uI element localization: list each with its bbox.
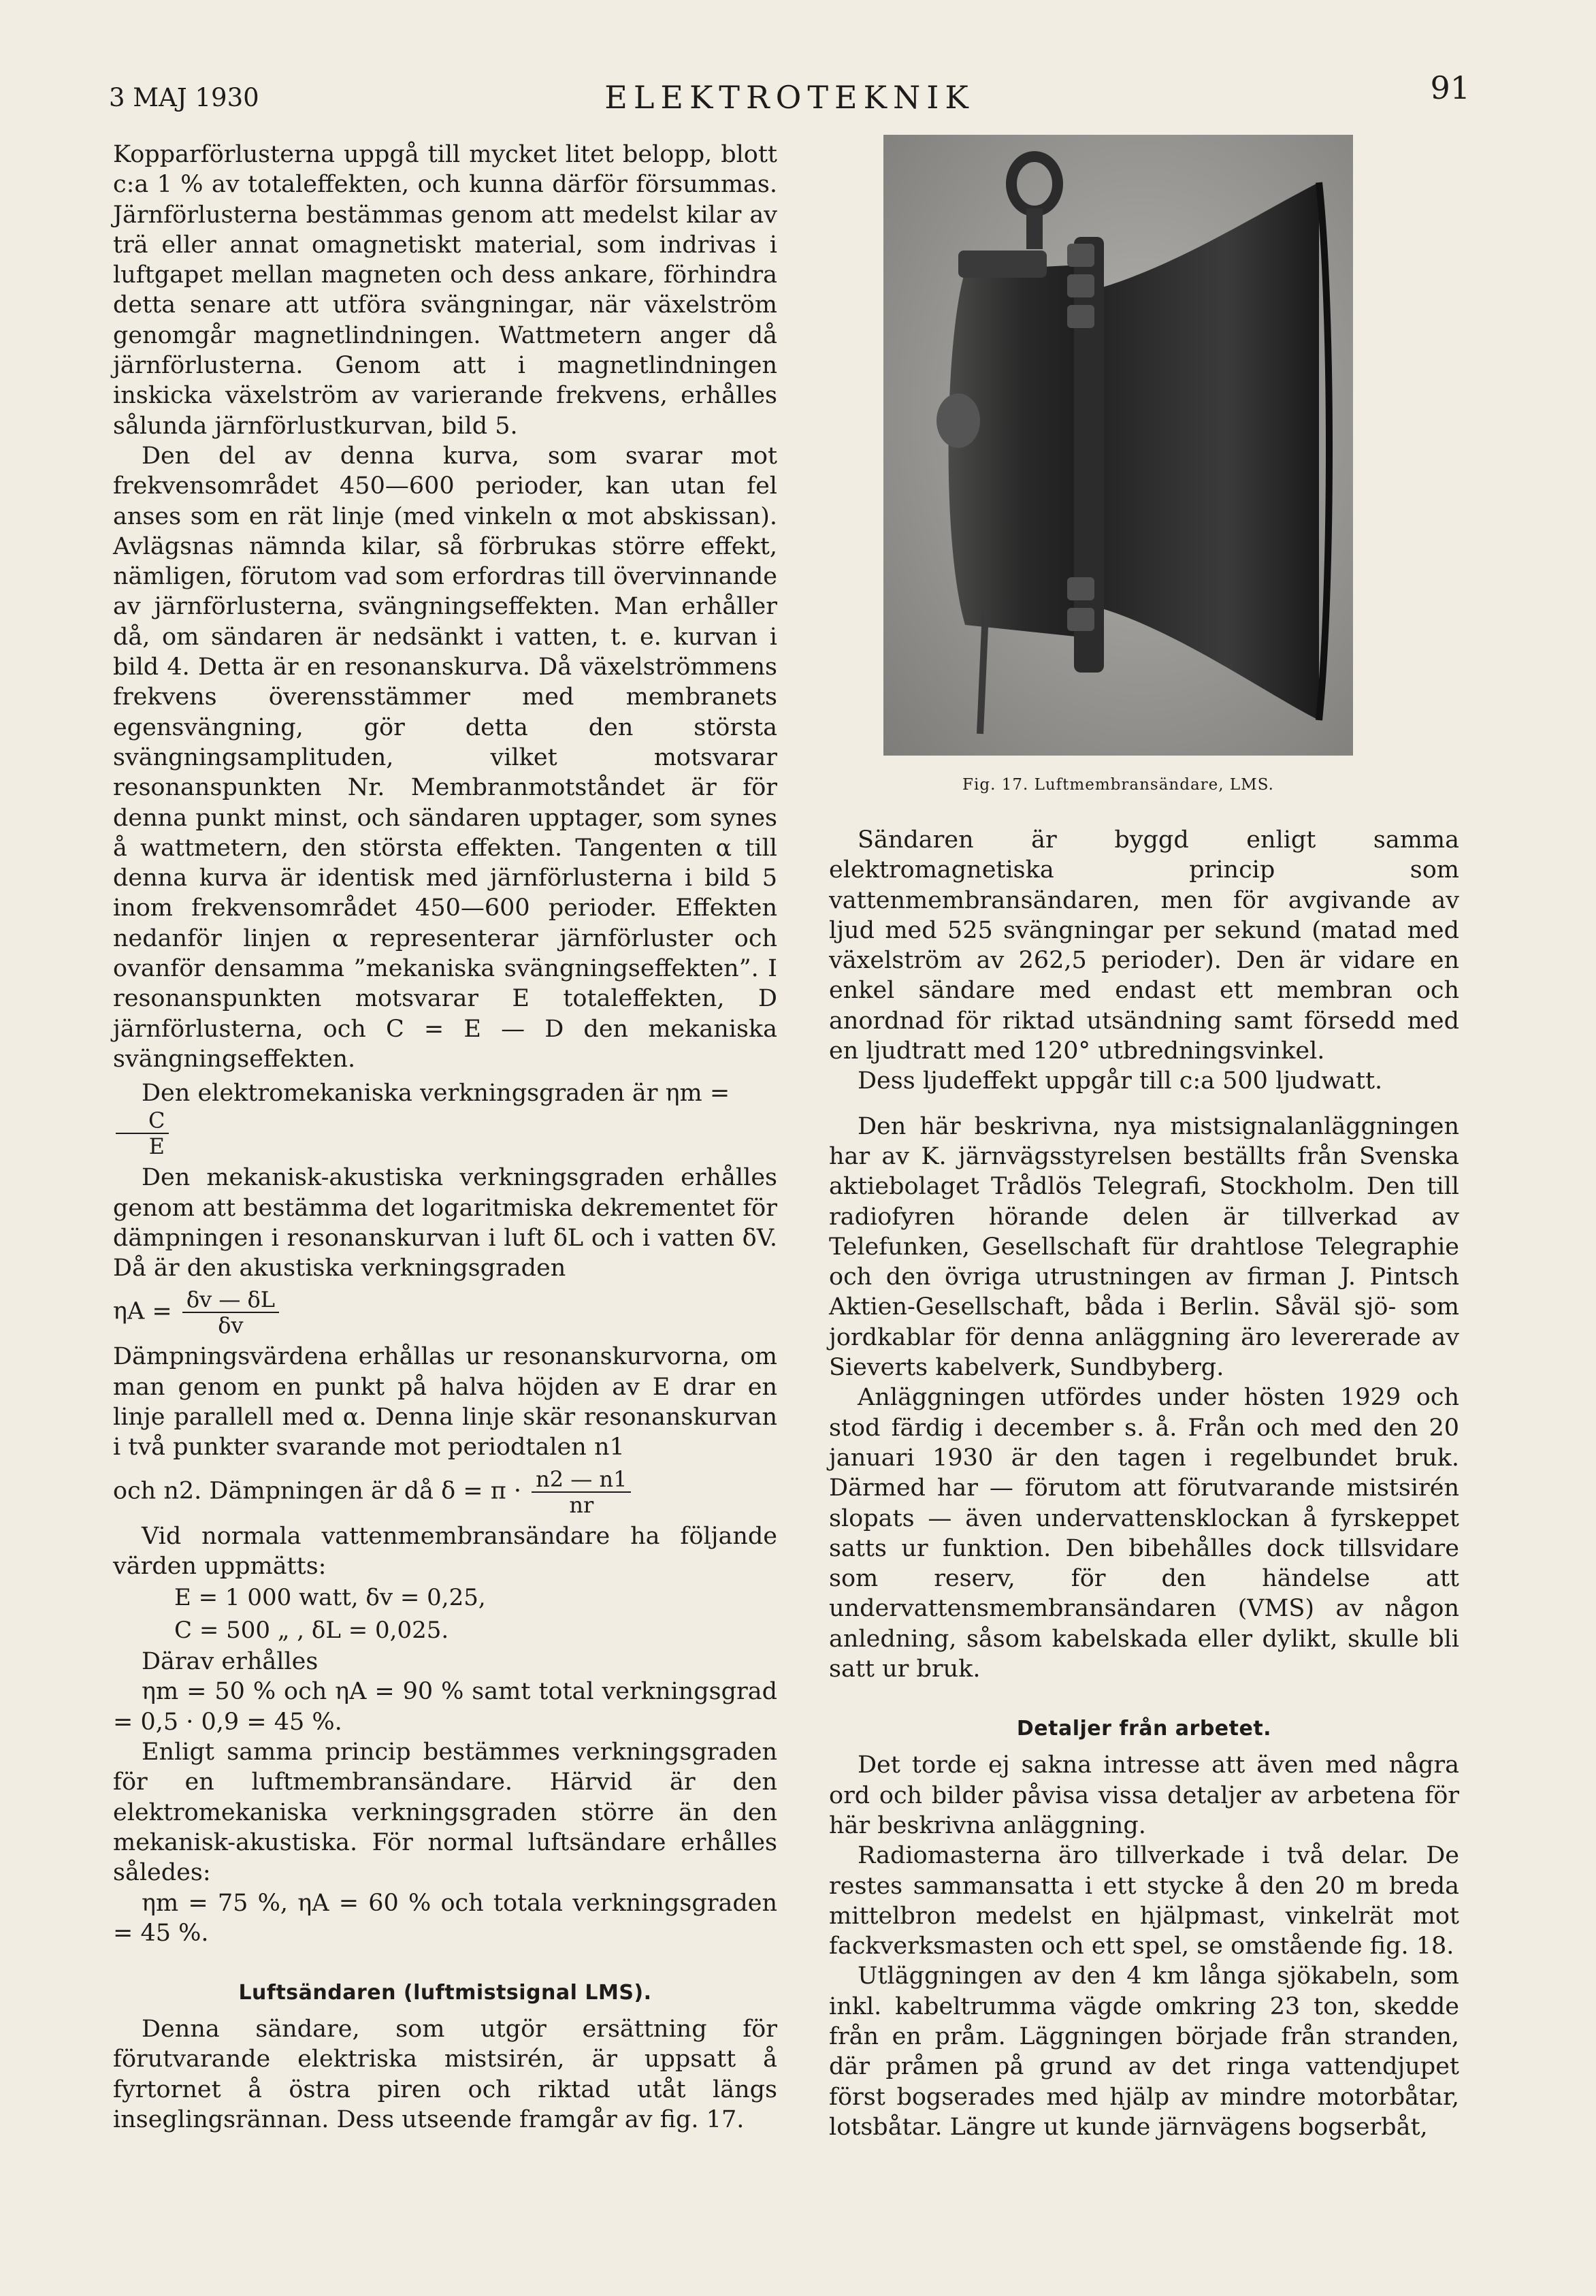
section-heading: Detaljer från arbetet. — [1016, 1717, 1272, 1741]
page-number: 91 — [1430, 69, 1470, 106]
journal-title: ELEKTROTEKNIK — [604, 79, 975, 116]
figure-photo — [883, 135, 1353, 756]
running-header — [109, 68, 1470, 116]
fraction — [532, 1467, 631, 1517]
paragraph: Den här beskrivna, nya mistsignalanläggningen har av K. järnvägsstyrelsen beställts från Svenska aktiebolaget Trådlös Telegrafi, Stockholm. Den till radiofyren hörande delen är tillverkad av Telefunken, Gesellschaft für drahtlose Telegraphie och den övriga utrustningen av firman J. Pintsch Aktien-Gesellschaft, båda i Berlin. Såväl sjö- som jordkablar för denna anläggning äro levererade av Sieverts kabelverk, Sundbyberg. — [829, 1112, 1459, 1382]
paragraph: Kopparförlusterna uppgå till mycket litet belopp, blott c:a 1 % av totaleffekten, och kunna därför försummas. Järnförlusterna bestämmas genom att medelst kilar av trä eller annat omagnetiskt material, som indrivas i luftgapet mellan magneten och dess ankare, förhindra detta senare att utföra svängningar, när växelström genomgår magnetlindningen. Wattmetern anger då järnförlusterna. Genom att i magnetlindningen inskicka växelström av varierande frekvens, erhålles sålunda järnförlustkurvan, bild 5. — [113, 141, 777, 440]
section-heading: Luftsändaren (luftmistsignal LMS). — [238, 1981, 652, 2005]
paragraph: ηm = 50 % och ηA = 90 % samt total verkningsgrad = 0,5 · 0,9 = 45 %. — [113, 1678, 777, 1736]
paragraph: Sändaren är byggd enligt samma elektromagnetiska princip som vattenmembransändaren, men för avgivande av ljud med 525 svängningar per sekund (matad med växelström av 262,5 perioder). Den är vidare en enkel sändare med endast ett membran och anordnad för riktad utsändning samt försedd med en ljudtratt med 120° utbredningsvinkel. — [829, 826, 1459, 1065]
paragraph: Vid normala vattenmembransändare ha följande värden uppmätts: — [113, 1522, 777, 1580]
measured-values-line: C = 500 „ , δL = 0,025. — [174, 1617, 449, 1645]
paragraph: Därav erhålles — [142, 1648, 319, 1676]
paragraph: Den mekanisk-akustiska verkningsgraden erhålles genom att bestämma det logaritmiska dekrementet för dämpningen i resonanskurvan i luft δL och i vatten δV. Då är den akustiska verkningsgraden — [113, 1164, 777, 1282]
paragraph: Den del av denna kurva, som svarar mot frekvensområdet 450—600 perioder, kan utan fel anses som en rät linje (med vinkeln α mot abskissan). Avlägsnas nämnda kilar, så förbrukas större effekt, nämligen, förutom vad som erfordras till övervinnande av järnförlusterna, svängningseffekten. Man erhåller då, om sändaren är nedsänkt i vatten, t. e. kurvan i bild 4. Detta är en resonanskurva. Då växelströmmens frekvens överensstämmer med membranets egensvängning, gör detta den största svängningsamplituden, vilket motsvarar resonanspunkten Nr. Membranmotståndet är för denna punkt minst, och sändaren upptager, som synes å wattmetern, den största effekten. Tangenten α till denna kurva är identisk med järnförlusterna i bild 5 inom frekvensområdet 450—600 perioder. Effekten nedanför linjen α representerar järnförluster och ovanför densamma ”mekaniska svängningseffekten”. I resonanspunkten motsvarar E totaleffekten, D järnförlusterna, och C = E — D den mekaniska svängningseffekten. — [113, 442, 777, 1073]
efficiency-formula-acoustic — [113, 1287, 777, 1338]
header-date: 3 MAJ 1930 — [109, 83, 259, 112]
formula-text: ηA = — [113, 1297, 172, 1325]
paragraph: ηm = 75 %, ηA = 60 % och totala verkningsgraden = 45 %. — [113, 1889, 777, 1947]
efficiency-formula-em — [113, 1078, 777, 1159]
figure-caption: Fig. 17. Luftmembransändare, LMS. — [962, 776, 1274, 794]
paragraph: Denna sändare, som utgör ersättning för förutvarande elektriska mistsirén, är uppsatt å fyrtornet å östra piren och riktad utåt längs inseglingsrännan. Dess utseende framgår av fig. 17. — [113, 2016, 777, 2134]
fraction-numerator: δv — δL — [182, 1287, 279, 1313]
fraction-denominator: nr — [569, 1491, 594, 1518]
fraction — [116, 1108, 169, 1159]
fraction-numerator: n2 — n1 — [532, 1467, 631, 1493]
left-column — [113, 140, 777, 2135]
paragraph: Utläggningen av den 4 km långa sjökabeln, som inkl. kabeltrumma vägde omkring 23 ton, skedde från en pråm. Läggningen började från stranden, där pråmen på grund av det ringa vattendjupet först bogserades med hjälp av mindre motorbåtar, lotsbåtar. Längre ut kunde järnvägens bogserbåt, — [829, 1962, 1459, 2141]
damping-formula — [113, 1467, 777, 1517]
fraction-denominator: E — [148, 1133, 165, 1160]
paragraph: Radiomasterna äro tillverkade i två delar. De restes sammansatta i ett stycke å den 20 m breda mittelbron medelst en hjälpmast, vinkelrät mot fackverksmasten och ett spel, se omstående fig. 18. — [829, 1842, 1459, 1960]
formula-text: och n2. Dämpningen är då δ = π · — [113, 1477, 522, 1505]
fraction — [182, 1287, 279, 1338]
paragraph: Dämpningsvärdena erhållas ur resonanskurvorna, om man genom en punkt på halva höjden av E drar en linje parallell med α. Denna linje skär resonanskurvan i två punkter svarande mot periodtalen n1 — [113, 1343, 777, 1461]
paragraph: Anläggningen utfördes under hösten 1929 och stod färdig i december s. å. Från och med den 20 januari 1930 är den tagen i regelbundet bruk. Därmed har — förutom att förutvarande mistsirén slopats — även undervattensklockan å fyrskeppet satts ur funktion. Den bibehålles dock tillsvidare som reserv, för den händelse att undervattensmembransändaren (VMS) av någon anledning, såsom kabelskada eller dylikt, skulle bli satt ur bruk. — [829, 1384, 1459, 1683]
fraction-numerator: C — [116, 1108, 169, 1134]
measured-values-line: E = 1 000 watt, δv = 0,25, — [174, 1584, 486, 1612]
right-column — [829, 825, 1459, 2142]
paragraph: Dess ljudeffekt uppgår till c:a 500 ljudwatt. — [858, 1067, 1383, 1095]
formula-text: Den elektromekaniska verkningsgraden är ηm = — [142, 1080, 730, 1107]
horn-transmitter-illustration — [883, 135, 1353, 756]
paragraph: Det torde ej sakna intresse att även med några ord och bilder påvisa vissa detaljer av arbetena för här beskrivna anläggning. — [829, 1751, 1459, 1839]
fraction-denominator: δv — [218, 1312, 244, 1339]
paragraph: Enligt samma princip bestämmes verkningsgraden för en luftmembransändare. Härvid är den elektromekaniska verkningsgraden större än den mekanisk-akustiska. För normal luftsändare erhålles således: — [113, 1739, 777, 1887]
